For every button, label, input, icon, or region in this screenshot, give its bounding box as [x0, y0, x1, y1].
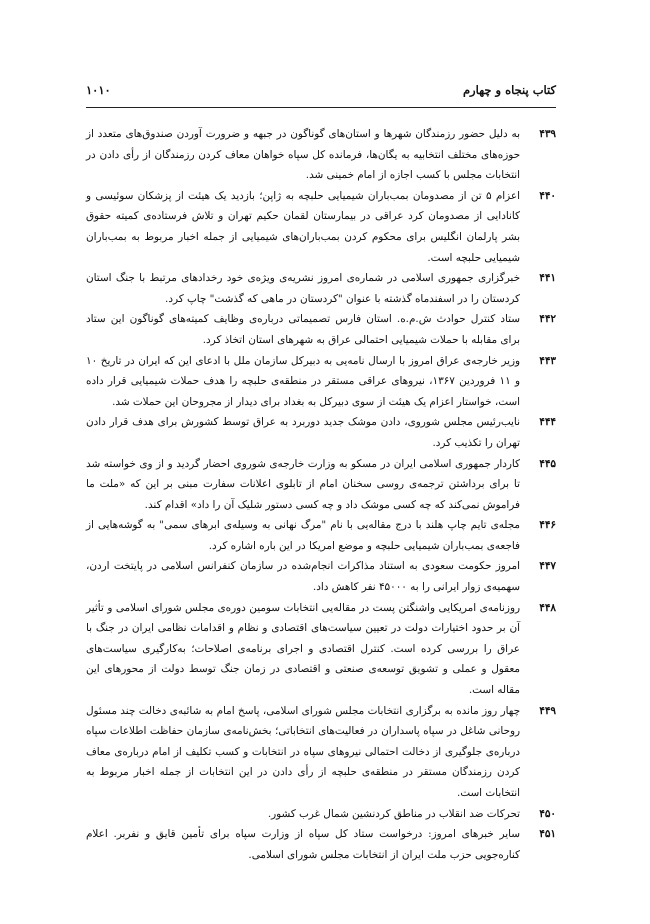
- entry-text: سایر خبرهای امروز: درخواست ستاد کل سپاه از وزارت سپاه برای تأمین قایق و نفربر. اعلام کناره‌جویی حزب ملت ایران از انتخابات مجلس شورای اسلامی.: [86, 828, 520, 861]
- entry-text: خبرگزاری جمهوری اسلامی در شماره‌ی امروز نشریه‌ی ویژه‌ی خود رخدادهای مرتبط با جنگ استان کردستان را در اسفندماه گذشته با عنوان "کردستان در ماهی که گذشت" چاپ کرد.: [86, 272, 520, 305]
- running-header: [86, 80, 556, 100]
- chronology-entries: [86, 124, 556, 865]
- entry-number: ۴۴۳: [539, 354, 556, 367]
- entry-439: [86, 124, 556, 186]
- entry-number: ۴۵۰: [539, 807, 556, 820]
- entry-number: ۴۴۹: [539, 704, 556, 717]
- entry-text: مجله‌ی تایم چاپ هلند با درج مقاله‌یی با نام "مرگ نهانی به وسیله‌ی ابرهای سمی" به گوشه‌هایی از فاجعه‌ی بمب‌باران شیمیایی حلبچه و موضع امریکا در این باره اشاره کرد.: [86, 519, 520, 552]
- entry-448: [86, 598, 556, 701]
- entry-text: اعزام ۵ تن از مصدومان بمب‌باران شیمیایی حلبچه به ژاپن؛ بازدید یک هیئت از پزشکان سوئیسی و کانادایی از مصدومان کرد عراقی در بیمارستان لقمان حکیم تهران و تلاش فرستاده‌ی کمیته حقوق بشر پارلمان انگلیس برای محکوم کردن بمب‌باران‌های شیمیایی از جمله اخبار مربوط به بمب‌باران شیمیایی حلبچه است.: [86, 189, 520, 264]
- entry-number: ۴۴۸: [539, 601, 556, 614]
- entry-number: ۴۴۴: [539, 416, 556, 429]
- entry-number: ۴۴۰: [539, 189, 556, 202]
- book-title: کتاب پنجاه و چهارم: [462, 83, 556, 97]
- entry-442: [86, 309, 556, 350]
- entry-number: ۴۳۹: [539, 128, 556, 140]
- entry-number: ۴۴۵: [539, 457, 556, 470]
- entry-text: چهار روز مانده به برگزاری انتخابات مجلس شورای اسلامی، پاسخ امام به شائبه‌ی دخالت چند مسئول روحانی شاغل در سپاه پاسداران در فعالیت‌های انتخاباتی؛ بخش‌نامه‌ی سازمان حفاظت اطلاعات سپاه درباره‌ی جلوگیری از دخالت احتمالی نیروهای سپاه در انتخابات و کسب تکلیف از امام درباره‌ی معاف کردن رزمندگان مستقر در منطقه‌ی حلبچه از رأی دادن در این انتخابات از جمله اخبار مربوط به انتخابات است.: [86, 704, 520, 799]
- entry-number: ۴۴۷: [539, 560, 556, 573]
- entry-text: ستاد کنترل حوادث ش.م.ه. استان فارس تصمیماتی درباره‌ی وظایف کمیته‌های گوناگون این ستاد برای مقابله با حملات شیمیایی احتمالی عراق به شهرهای استان اتخاذ کرد.: [86, 313, 520, 346]
- entry-number: ۴۵۱: [539, 828, 556, 841]
- entry-444: [86, 412, 556, 453]
- entry-441: [86, 268, 556, 309]
- entry-449: [86, 701, 556, 804]
- page-number: ۱۰۱۰: [86, 83, 111, 97]
- header-divider: [86, 107, 556, 108]
- entry-451: [86, 824, 556, 865]
- entry-number: ۴۴۱: [539, 272, 556, 285]
- entry-443: [86, 351, 556, 413]
- entry-450: [86, 804, 556, 825]
- entry-447: [86, 556, 556, 597]
- entry-text: کاردار جمهوری اسلامی ایران در مسکو به وزارت خارجه‌ی شوروی احضار گردید و از وی خواسته شد تا برای برداشتن ترجمه‌ی روسی سخنان امام از تابلوی اعلانات سفارت مبنی بر این که «ملت ما فراموش نمی‌کند که چه کسی موشک داد و چه کسی دستور شلیک آن را داد» اقدام کند.: [86, 457, 520, 511]
- entry-446: [86, 515, 556, 556]
- entry-text: امروز حکومت سعودی به استناد مذاکرات انجام‌شده در سازمان کنفرانس اسلامی در پایتخت اردن، سهمیه‌ی زوار ایرانی را به ۴۵۰۰۰ نفر کاهش داد.: [86, 560, 520, 594]
- entry-445: [86, 454, 556, 516]
- entry-text: به دلیل حضور رزمندگان شهرها و استان‌های گوناگون در جبهه و ضرورت آوردن صندوق‌های متعدد از حوزه‌های مختلف انتخابیه به یگان‌ها، فرمانده کل سپاه خواهان معاف کردن رزمندگان از رأی دادن در انتخابات مجلس با کسب اجازه از امام خمینی شد.: [86, 128, 520, 182]
- entry-text: وزیر خارجه‌ی عراق امروز با ارسال نامه‌یی به دبیرکل سازمان ملل با ادعای این که ایران در تاریخ ۱۰ و ۱۱ فروردین ۱۳۶۷، نیروهای عراقی مستقر در منطقه‌ی حلبچه را هدف حملات شیمیایی قرار داده است، خواستار اعزام یک هیئت از سوی دبیرکل به بغداد برای دیدار از مجروحان این حملات شد.: [86, 354, 520, 408]
- entry-text: روزنامه‌ی امریکایی واشنگتن پست در مقاله‌یی انتخابات سومین دوره‌ی مجلس شورای اسلامی و تأثیر آن بر حدود اختیارات دولت در تعیین سیاست‌های اقتصادی و نظام و اقدامات نظامی ایران در جنگ با عراق را بررسی کرده است. کنترل اقتصادی و اجرای برنامه‌ی اصلاحات؛ به‌کارگیری سیاست‌های معقول و عملی و تشویق توسعه‌ی صنعتی و اقتصادی در زمان جنگ توسط دولت از محورهای این مقاله است.: [86, 601, 520, 697]
- entry-text: نایب‌رئیس مجلس شوروی، دادن موشک جدید دوربرد به عراق توسط کشورش برای هدف قرار دادن تهران را تکذیب کرد.: [86, 416, 520, 449]
- entry-440: [86, 186, 556, 268]
- entry-number: ۴۴۲: [539, 313, 556, 326]
- entry-text: تحرکات ضد انقلاب در مناطق کردنشین شمال غرب کشور.: [267, 807, 520, 820]
- entry-number: ۴۴۶: [539, 519, 556, 532]
